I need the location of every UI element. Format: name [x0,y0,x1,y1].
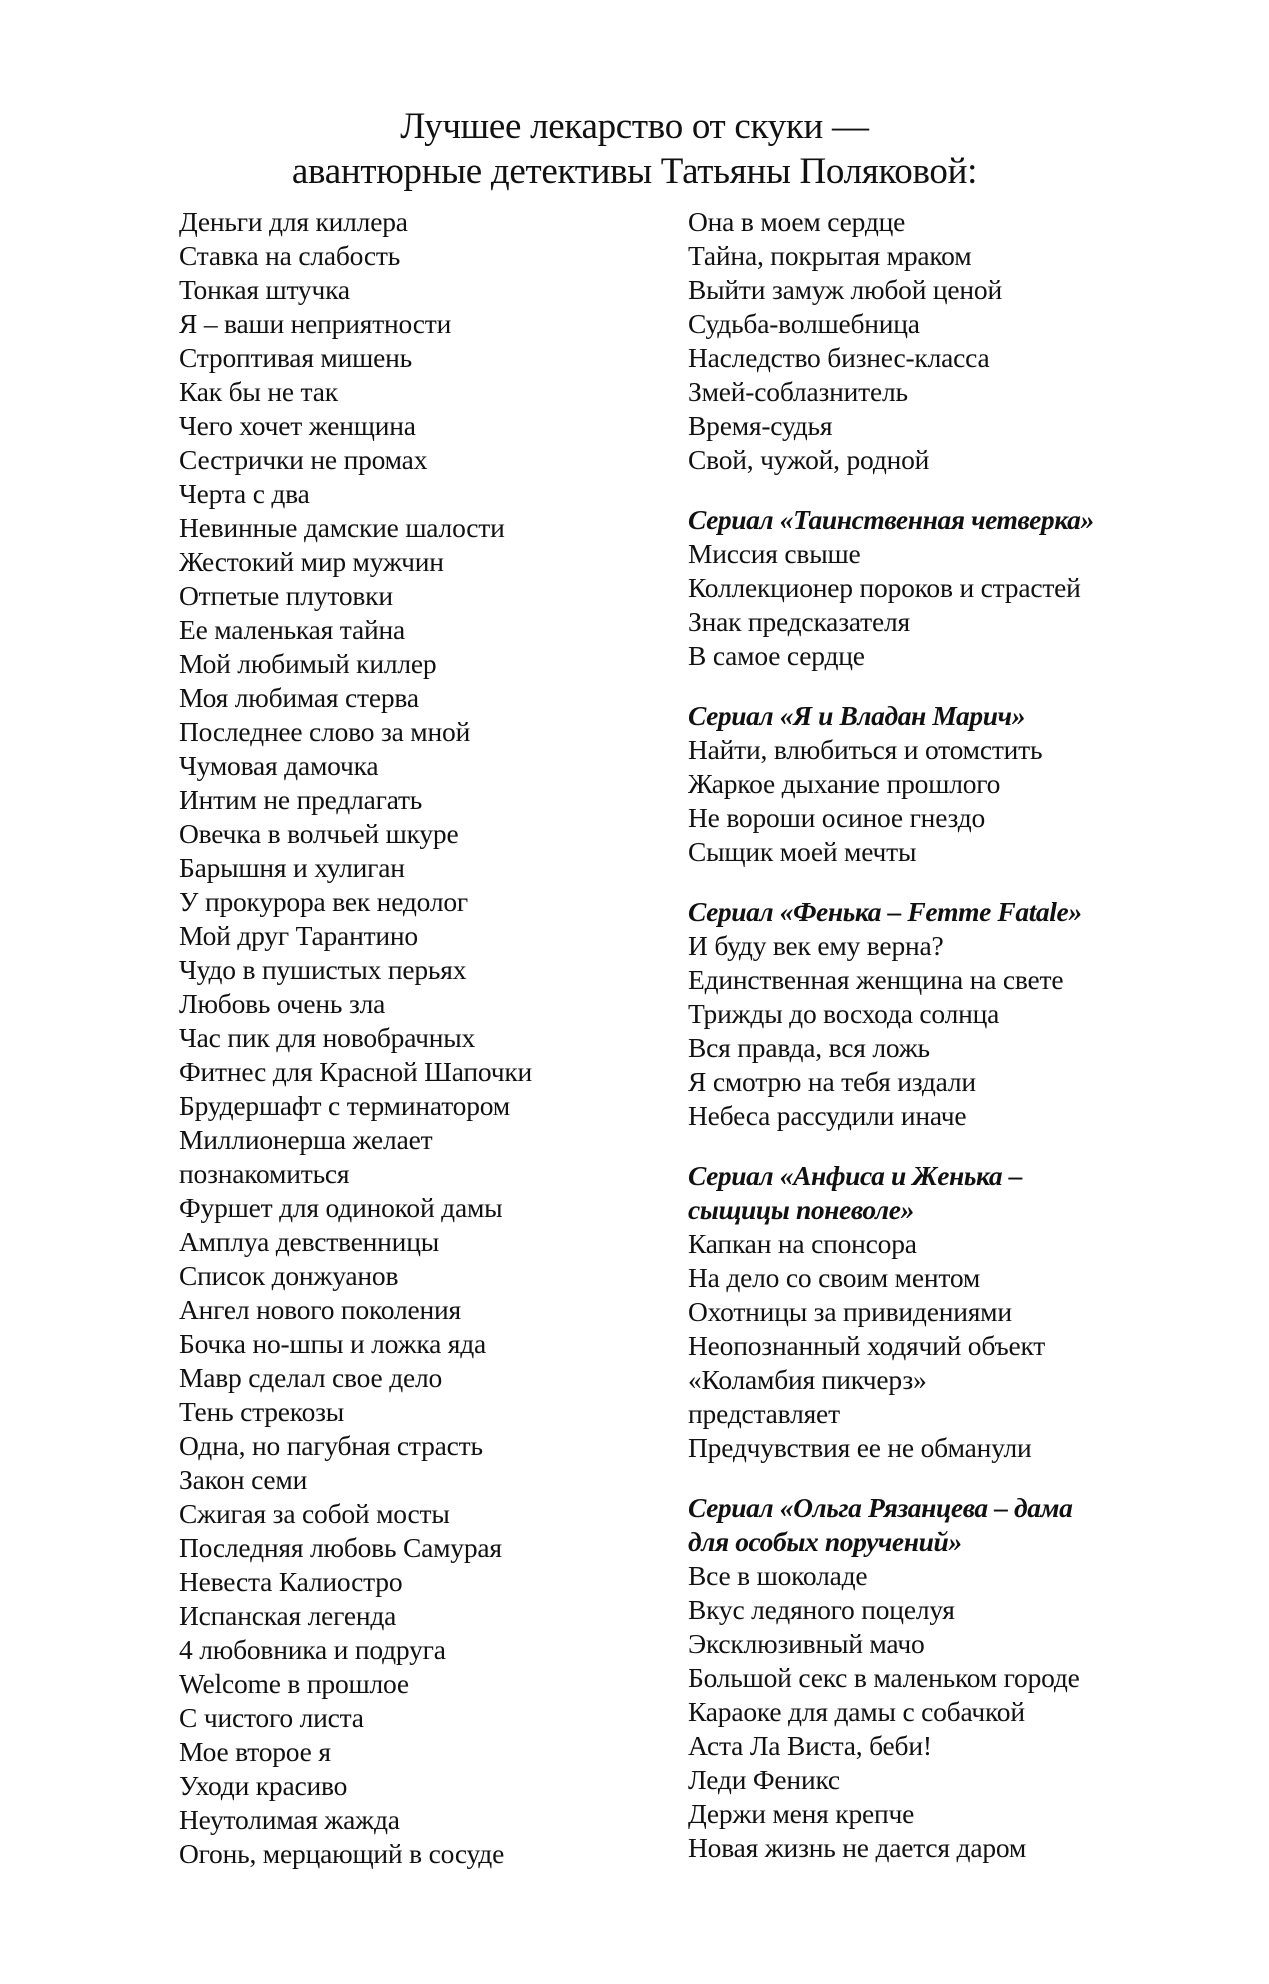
book-title: Найти, влюбиться и отомстить [688,734,1043,765]
book-title: Все в шоколаде [688,1560,868,1591]
book-title: Я смотрю на тебя издали [688,1066,976,1097]
book-title: Сыщик моей мечты [688,836,917,867]
book-title: Новая жизнь не дается даром [688,1832,1027,1863]
book-title: Время-судья [688,410,833,441]
book-title: 4 любовника и подруга [179,1634,446,1665]
book-title: Не вороши осиное гнездо [688,802,986,833]
series-title-continuation: для особых поручений» [688,1526,962,1557]
book-title: Деньги для киллера [179,206,408,237]
book-title: Закон семи [179,1464,308,1495]
book-title: Большой секс в маленьком городе [688,1662,1080,1693]
book-title: Как бы не так [179,376,338,407]
book-title: Судьба-волшебница [688,308,920,339]
book-title: Охотницы за привидениями [688,1296,1012,1327]
book-title: Миллионерша желает [179,1124,433,1155]
book-title: Вся правда, вся ложь [688,1032,930,1063]
book-title: Овечка в волчьей шкуре [179,818,459,849]
book-title: Леди Феникс [688,1764,840,1795]
series-title: Сериал «Я и Владан Марич» [688,700,1026,731]
book-title: Эксклюзивный мачо [688,1628,925,1659]
book-title: Сестрички не промах [179,444,428,475]
book-title: Мой друг Тарантино [179,920,418,951]
book-title: Жестокий мир мужчин [179,546,444,577]
book-title: Невеста Калиостро [179,1566,403,1597]
standalone-books [688,205,1128,477]
book-title: Огонь, мерцающий в сосуде [179,1838,505,1869]
series-title: Сериал «Фенька – Femme Fatale» [688,896,1082,927]
book-title: Неопознанный ходячий объект [688,1330,1046,1361]
book-title: Тень стрекозы [179,1396,345,1427]
series-group [688,699,1128,869]
book-title: Выйти замуж любой ценой [688,274,1002,305]
book-title: Мое второе я [179,1736,331,1767]
book-title: Тонкая штучка [179,274,350,305]
book-title: Держи меня крепче [688,1798,915,1829]
series-group [688,1491,1128,1865]
book-title: Бочка но-шпы и ложка яда [179,1328,487,1359]
book-title: Капкан на спонсора [688,1228,917,1259]
book-title: Змей-соблазнитель [688,376,908,407]
book-title: Список донжуанов [179,1260,399,1291]
book-title: Она в моем сердце [688,206,906,237]
book-title: Барышня и хулиган [179,852,405,883]
book-title: «Коламбия пикчерз» [688,1364,927,1395]
book-title: Ее маленькая тайна [179,614,406,645]
book-title: Трижды до восхода солнца [688,998,1000,1029]
book-title: Я – ваши неприятности [179,308,452,339]
series-group [688,1159,1128,1465]
book-title-continuation: познакомиться [179,1158,350,1189]
series-title: Сериал «Таинственная четверка» [688,504,1094,535]
book-title: Знак предсказателя [688,606,910,637]
book-title: Коллекционер пороков и страстей [688,572,1081,603]
heading-line-2: авантюрные детективы Татьяны Поляковой: [291,151,978,192]
book-title: Строптивая мишень [179,342,412,373]
book-title: Ангел нового поколения [179,1294,461,1325]
book-title: Отпетые плутовки [179,580,393,611]
book-title: Черта с два [179,478,310,509]
series-group [688,503,1128,673]
book-title: Чудо в пушистых перьях [179,954,467,985]
book-title: У прокурора век недолог [179,886,468,917]
book-title: Интим не предлагать [179,784,423,815]
book-title: С чистого листа [179,1702,364,1733]
book-title: Предчувствия ее не обманули [688,1432,1032,1463]
book-title: Свой, чужой, родной [688,444,930,475]
book-title: Миссия свыше [688,538,861,569]
series-group [688,895,1128,1133]
series-title: Сериал «Анфиса и Женька – [688,1160,1023,1191]
book-title: Аста Ла Виста, беби! [688,1730,932,1761]
book-title: В самое сердце [688,640,865,671]
book-title: Последняя любовь Самурая [179,1532,502,1563]
heading-line-1: Лучшее лекарство от скуки — [400,106,869,147]
book-title: Караоке для дамы с собачкой [688,1696,1025,1727]
book-title: Брудершафт с терминатором [179,1090,510,1121]
book-title: Welcome в прошлое [179,1668,409,1699]
book-title: Сжигая за собой мосты [179,1498,450,1529]
book-title: Мой любимый киллер [179,648,437,679]
book-title: Небеса рассудили иначе [688,1100,967,1131]
book-title: Амплуа девственницы [179,1226,439,1257]
book-title: Любовь очень зла [179,988,386,1019]
book-title: Чумовая дамочка [179,750,379,781]
book-title: Час пик для новобрачных [179,1022,476,1053]
book-title-continuation: представляет [688,1398,840,1429]
book-title: Наследство бизнес-класса [688,342,990,373]
book-title: Жаркое дыхание прошлого [688,768,1001,799]
book-title: Ставка на слабость [179,240,401,271]
book-title: Неутолимая жажда [179,1804,400,1835]
book-title: Последнее слово за мной [179,716,471,747]
book-title: Невинные дамские шалости [179,512,505,543]
series-title: Сериал «Ольга Рязанцева – дама [688,1492,1073,1523]
book-title: Фуршет для одинокой дамы [179,1192,503,1223]
left-column-book-list [179,205,669,1871]
book-title: Одна, но пагубная страсть [179,1430,483,1461]
book-title: И буду век ему верна? [688,930,944,961]
book-title: Уходи красиво [179,1770,348,1801]
book-title: На дело со своим ментом [688,1262,981,1293]
book-title: Единственная женщина на свете [688,964,1064,995]
page-heading [0,104,1269,194]
book-title: Фитнес для Красной Шапочки [179,1056,532,1087]
book-title: Мавр сделал свое дело [179,1362,443,1393]
right-column-book-list [688,205,1128,1865]
book-title: Чего хочет женщина [179,410,416,441]
book-title: Вкус ледяного поцелуя [688,1594,955,1625]
series-title-continuation: сыщицы поневоле» [688,1194,914,1225]
book-title: Испанская легенда [179,1600,397,1631]
book-title: Моя любимая стерва [179,682,419,713]
book-title: Тайна, покрытая мраком [688,240,972,271]
